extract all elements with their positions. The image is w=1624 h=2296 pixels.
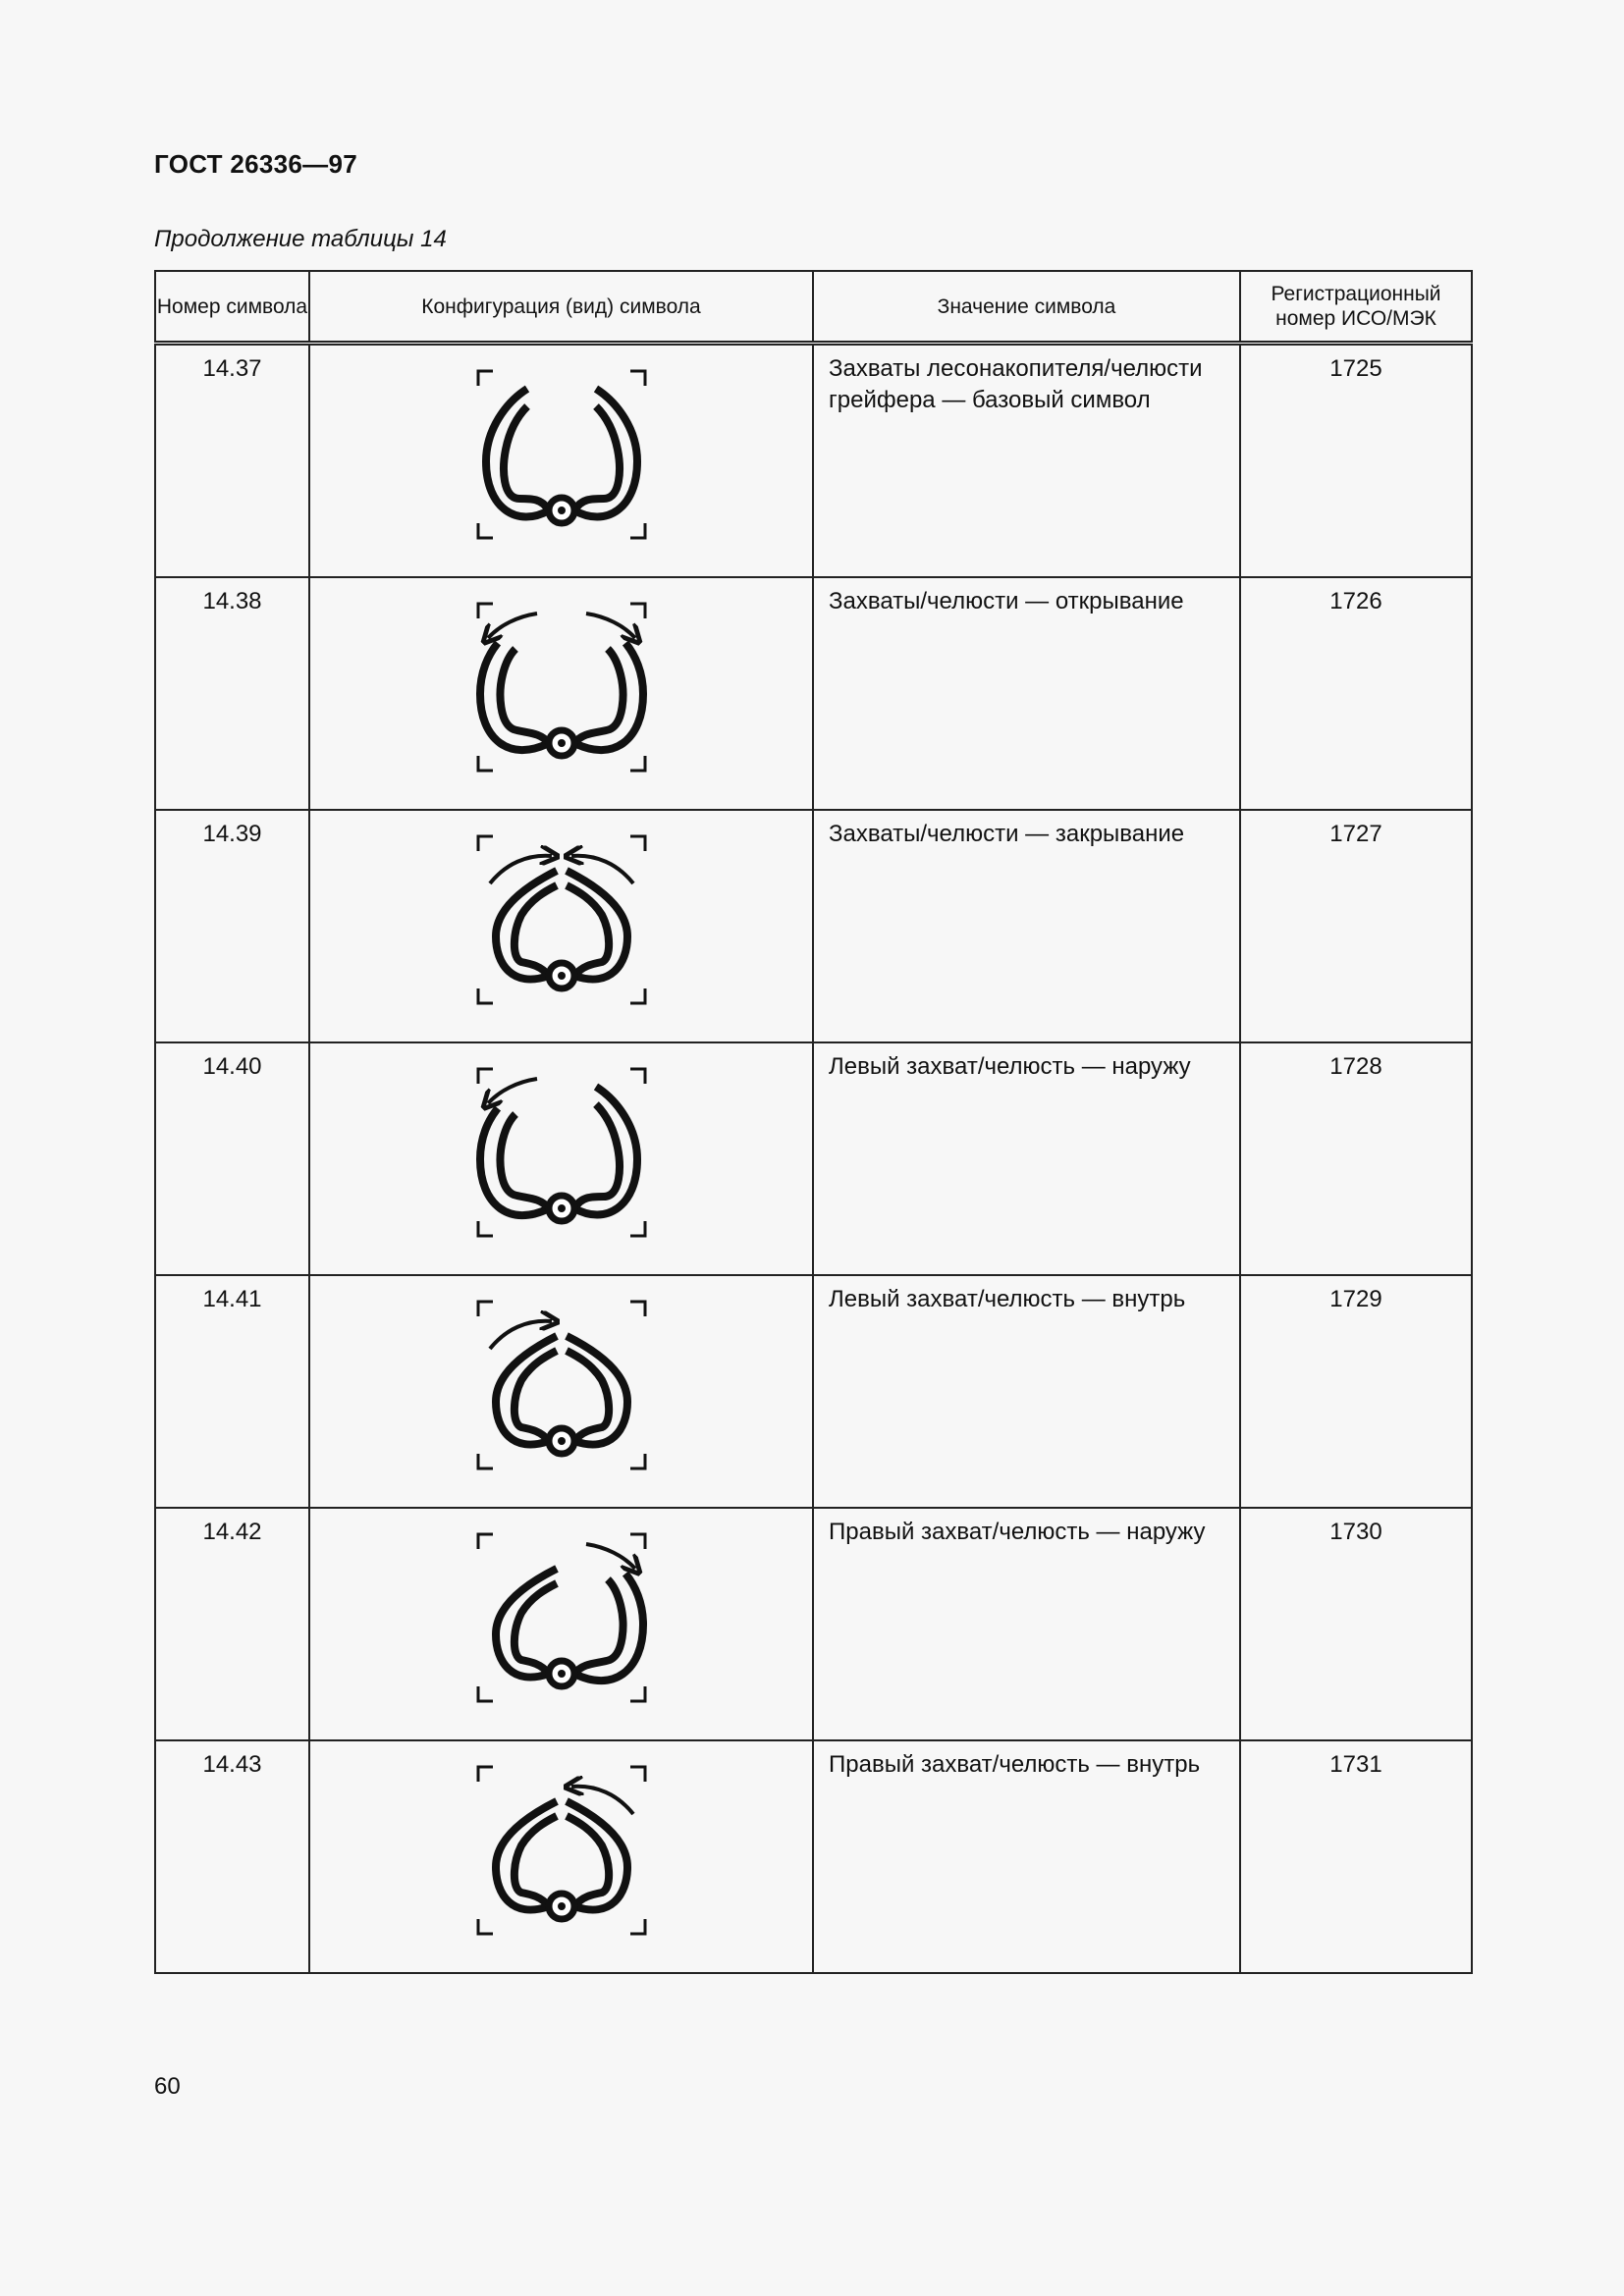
table-caption: Продолжение таблицы 14 (154, 226, 447, 252)
symbol-number: 14.43 (155, 1740, 309, 1973)
column-header-number: Номер символа (155, 271, 309, 344)
iso-number: 1730 (1240, 1508, 1472, 1740)
table-header-row (155, 271, 1472, 344)
grapple-jaws-open-icon (459, 584, 665, 790)
symbols-table (154, 270, 1473, 1974)
symbol-meaning: Захваты лесонакопителя/челюсти грейфера — базовый символ (813, 344, 1240, 578)
column-header-iso: Регистрационный номер ИСО/МЭК (1240, 271, 1472, 344)
symbol-meaning: Захваты/челюсти — открывание (813, 577, 1240, 810)
symbol-meaning: Захваты/челюсти — закрывание (813, 810, 1240, 1042)
table-row (155, 1042, 1472, 1275)
column-header-meaning: Значение символа (813, 271, 1240, 344)
symbol-number: 14.41 (155, 1275, 309, 1508)
grapple-left-jaw-in-icon (459, 1282, 665, 1488)
symbol-number: 14.42 (155, 1508, 309, 1740)
symbol-number: 14.40 (155, 1042, 309, 1275)
symbol-meaning: Левый захват/челюсть — наружу (813, 1042, 1240, 1275)
iso-number: 1727 (1240, 810, 1472, 1042)
symbol-meaning: Правый захват/челюсть — наружу (813, 1508, 1240, 1740)
grapple-right-jaw-out-icon (459, 1515, 665, 1721)
iso-number: 1728 (1240, 1042, 1472, 1275)
symbol-meaning: Правый захват/челюсть — внутрь (813, 1740, 1240, 1973)
page-number: 60 (154, 2073, 181, 2100)
grapple-right-jaw-in-icon (459, 1747, 665, 1953)
symbol-number: 14.38 (155, 577, 309, 810)
grapple-jaws-close-icon (459, 817, 665, 1023)
table-row (155, 1275, 1472, 1508)
table-row (155, 344, 1472, 578)
symbol-number: 14.39 (155, 810, 309, 1042)
iso-number: 1726 (1240, 577, 1472, 810)
grapple-jaws-icon (459, 351, 665, 558)
table-row (155, 810, 1472, 1042)
iso-number: 1731 (1240, 1740, 1472, 1973)
table-row (155, 1740, 1472, 1973)
symbol-meaning: Левый захват/челюсть — внутрь (813, 1275, 1240, 1508)
document-header: ГОСТ 26336—97 (154, 149, 357, 179)
iso-number: 1729 (1240, 1275, 1472, 1508)
grapple-left-jaw-out-icon (459, 1049, 665, 1255)
table-row (155, 1508, 1472, 1740)
iso-number: 1725 (1240, 344, 1472, 578)
table-row (155, 577, 1472, 810)
symbol-number: 14.37 (155, 344, 309, 578)
column-header-configuration: Конфигурация (вид) символа (309, 271, 813, 344)
